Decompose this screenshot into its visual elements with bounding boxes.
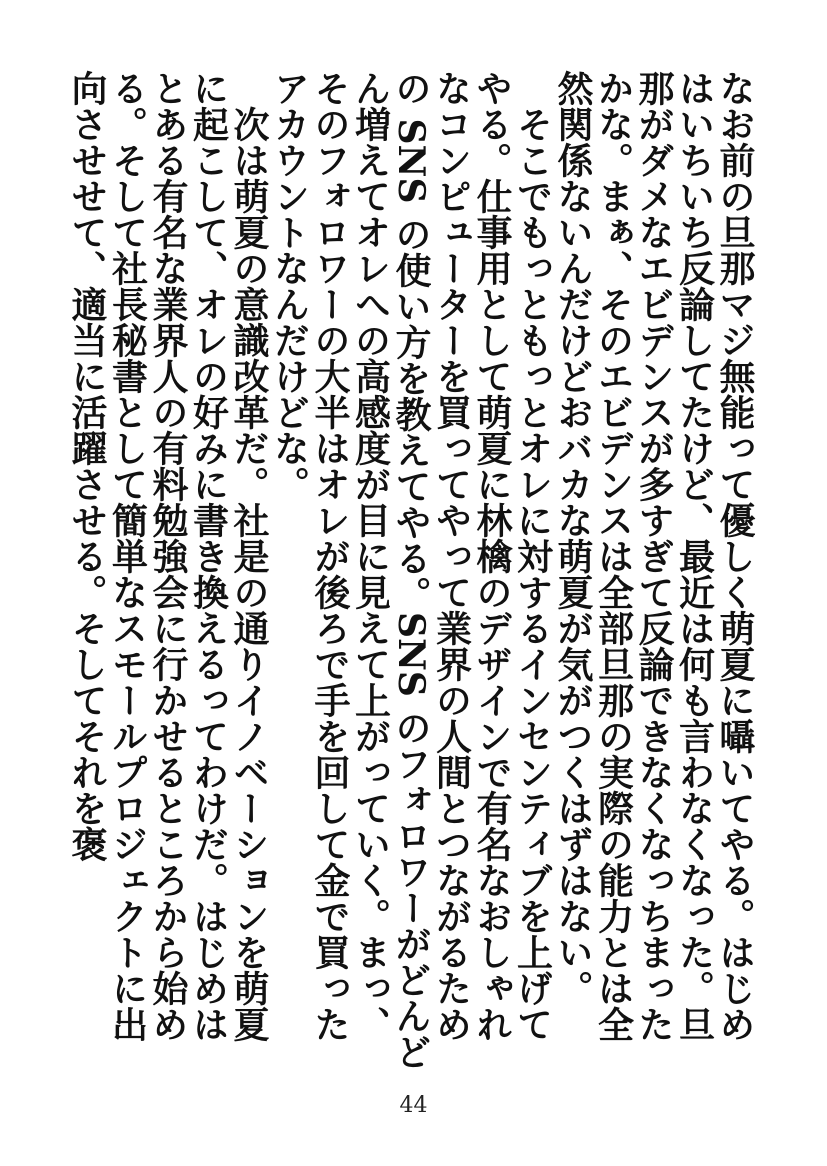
paragraph-3: 次は萌夏の意識改革だ。社是の通りイノベーションを萌夏に起こして、オレの好みに書き換えるってわけだ。はじめはとある有名な業界人の有料勉強会に行かせるところから始める。そして社長秘書として簡単なスモールプロジェクトに出向させせて、適当に活躍させる。そしてそれを褒 — [66, 70, 270, 1042]
page-number: 44 — [399, 1093, 428, 1118]
paragraph-2: そこでもっともっとオレに対するインセンティブを上げてやる。仕事用として萌夏に林檎のデザインで有名なおしゃれなコンピューターを買ってやって業界の人間とつながるための SNS の使い方を教えてやる。SNS のフォロワーがどんどん増えてオレへの高感度が目に見えて上がっていく。まっ、そのフォロワーの大半はオレが後ろで手を回して金で買ったアカウントなんだけどな。 — [268, 70, 554, 1070]
body-text — [55, 70, 755, 1070]
paragraph-1: なお前の旦那マジ無能って優しく萌夏に囁いてやる。はじめはいちいち反論してたけど、最近は何も言わなくなった。旦那がダメなエビデンスが多すぎて反論できなくなっちまったかな。まぁ、そのエビデンスは全部旦那の実際の能力とは全然関係ないんだけどおバカな萌夏が気がつくはずはない。 — [552, 70, 756, 1042]
